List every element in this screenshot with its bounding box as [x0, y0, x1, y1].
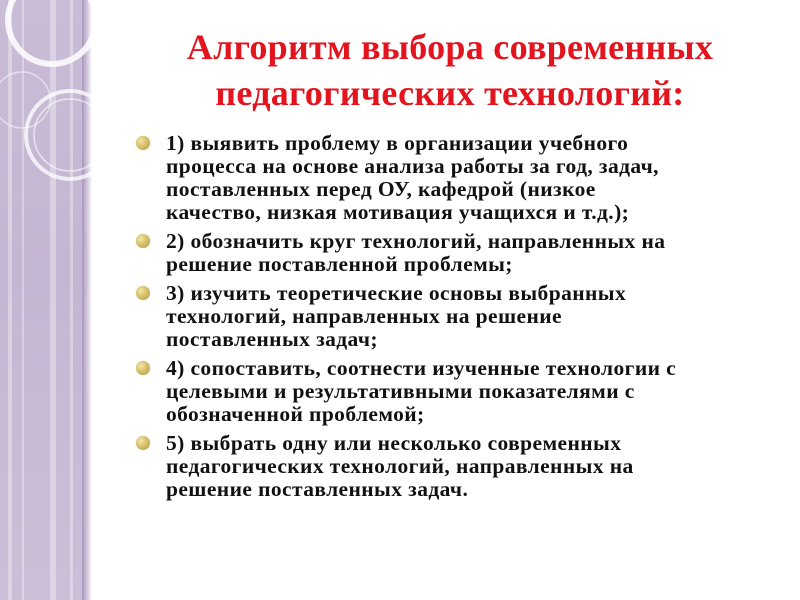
bullet-icon [136, 436, 150, 450]
list-item [136, 132, 786, 224]
bullet-icon [136, 361, 150, 375]
bullet-icon [136, 286, 150, 300]
list-item [136, 432, 786, 501]
list-item-line: 1) выявить проблему в организации учебного [166, 131, 629, 155]
list-item [136, 357, 786, 426]
list-item-line: целевыми и результативными показателями с [166, 379, 635, 403]
slide-title [110, 24, 790, 116]
list-item-line: технологий, направленных на решение [166, 304, 562, 328]
list-item-line: 2) обозначить круг технологий, направленных на [166, 229, 666, 253]
list-item-line: педагогических технологий, направленных на [166, 454, 634, 478]
list-item-line: 5) выбрать одну или несколько современных [166, 431, 622, 455]
list-item-line: 4) сопоставить, соотнести изученные технологии с [166, 356, 677, 380]
slide-title-line: Алгоритм выбора современных [186, 27, 714, 67]
list-item-line: процесса на основе анализа работы за год, задач, [166, 154, 659, 178]
bullet-icon [136, 234, 150, 248]
list-item [136, 282, 786, 351]
list-item-line: решение поставленной проблемы; [166, 252, 513, 276]
list-item-line: решение поставленных задач. [166, 477, 469, 501]
list-item-line: поставленных перед ОУ, кафедрой (низкое [166, 177, 596, 201]
list-item [136, 230, 786, 276]
list-item-line: поставленных задач; [166, 327, 378, 351]
bullet-icon [136, 136, 150, 150]
list-item-line: 3) изучить теоретические основы выбранных [166, 281, 627, 305]
list-item-line: качество, низкая мотивация учащихся и т.д.); [166, 200, 630, 224]
algorithm-steps-list [136, 132, 786, 507]
list-item-line: обозначенной проблемой; [166, 402, 425, 426]
slide-title-line: педагогических технологий: [215, 73, 685, 113]
